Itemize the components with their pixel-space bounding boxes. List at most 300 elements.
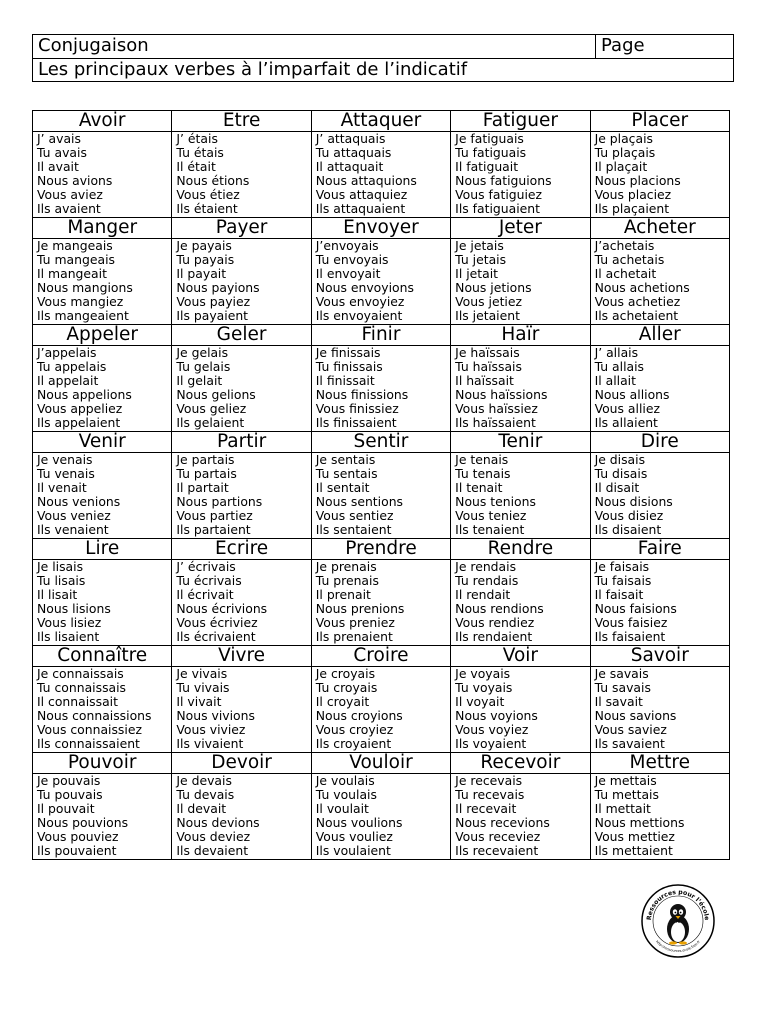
conjugated-form: Tu recevais (455, 787, 525, 803)
verb-infinitive: Haïr (501, 324, 540, 345)
verb-forms-cell (451, 560, 590, 646)
conjugated-form: Je mangeais (37, 238, 113, 253)
conjugated-form: Nous disions (594, 494, 673, 510)
verb-forms-cell (311, 239, 450, 325)
verb-header-cell (451, 753, 590, 774)
verb-header-cell (451, 111, 590, 132)
conjugated-form: Vous payiez (176, 294, 251, 310)
conjugated-form: Tu mettais (594, 787, 659, 803)
conjugated-form: Il disait (594, 480, 640, 496)
conjugated-form: Vous attaquiez (315, 187, 408, 203)
header-row-title (33, 35, 733, 58)
verb-header-cell (590, 432, 729, 453)
conjugation-list (451, 667, 589, 752)
verb-infinitive: Placer (631, 110, 689, 131)
verb-header-cell (33, 432, 172, 453)
conjugated-form: Nous croyions (315, 708, 403, 724)
conjugated-form: Ils croyaient (315, 736, 392, 752)
conjugated-form: Tu pouvais (37, 787, 103, 803)
conjugation-list (451, 774, 589, 859)
conjugated-form: Tu savais (594, 680, 651, 696)
conjugated-form: Vous connaissiez (37, 722, 142, 738)
conjugated-form: Tu achetais (594, 252, 665, 268)
verb-forms-row (33, 239, 730, 325)
conjugation-table (32, 110, 730, 860)
conjugated-form: Ils venaient (37, 522, 109, 538)
conjugated-form: Nous finissions (315, 387, 409, 403)
verb-infinitive: Avoir (78, 110, 126, 131)
verb-forms-cell (172, 132, 311, 218)
conjugated-form: Vous faisiez (594, 615, 668, 631)
conjugated-form: Il connaissait (37, 694, 118, 710)
conjugated-form: Tu venais (37, 466, 95, 482)
conjugated-form: Il mangeait (37, 266, 107, 282)
conjugated-form: Vous viviez (176, 722, 246, 738)
conjugated-form: Vous écriviez (176, 615, 258, 631)
conjugated-form: Nous voulions (315, 815, 403, 831)
conjugation-list (33, 132, 171, 217)
conjugated-form: Nous venions (37, 494, 121, 510)
conjugated-form: Nous mangions (37, 280, 133, 296)
conjugated-form: Je disais (594, 452, 646, 467)
verb-header-cell (590, 753, 729, 774)
conjugated-form: J’appelais (37, 345, 97, 360)
conjugated-form: Ils mangeaient (37, 308, 129, 324)
conjugated-form: Vous envoyiez (315, 294, 405, 310)
verb-forms-cell (311, 346, 450, 432)
verb-infinitive: Lire (85, 538, 120, 559)
conjugated-form: Nous placions (594, 173, 681, 189)
verb-forms-cell (311, 560, 450, 646)
conjugated-form: Ils jetaient (455, 308, 520, 324)
conjugation-list (591, 239, 729, 324)
conjugated-form: Vous veniez (37, 508, 111, 524)
verb-forms-cell (311, 132, 450, 218)
conjugated-form: Vous finissiez (315, 401, 399, 417)
verb-infinitive: Acheter (623, 217, 696, 238)
conjugated-form: Je recevais (455, 773, 523, 788)
conjugated-form: J’ écrivais (176, 559, 236, 574)
conjugated-form: Vous preniez (315, 615, 395, 631)
verb-infinitive: Finir (361, 324, 401, 345)
verb-forms-cell (590, 239, 729, 325)
conjugation-list (33, 560, 171, 645)
verb-forms-cell (590, 560, 729, 646)
verb-forms-cell (451, 132, 590, 218)
conjugated-form: Vous appeliez (37, 401, 123, 417)
conjugated-form: Nous voyions (455, 708, 538, 724)
verb-forms-cell (311, 667, 450, 753)
conjugated-form: Tu devais (176, 787, 235, 803)
conjugated-form: Ils haïssaient (455, 415, 536, 431)
verb-header-row (33, 539, 730, 560)
conjugated-form: Tu sentais (315, 466, 378, 482)
conjugated-form: Nous écrivions (176, 601, 268, 617)
conjugated-form: Il pouvait (37, 801, 95, 817)
verb-header-cell (172, 111, 311, 132)
verb-header-cell (590, 539, 729, 560)
conjugation-list (33, 346, 171, 431)
conjugated-form: Vous jetiez (455, 294, 523, 310)
conjugated-form: Ils gelaient (176, 415, 245, 431)
conjugated-form: Vous sentiez (315, 508, 394, 524)
verb-header-cell (33, 325, 172, 346)
conjugated-form: Il haïssait (455, 373, 514, 389)
conjugated-form: Vous haïssiez (455, 401, 538, 417)
verb-infinitive: Voir (502, 645, 539, 666)
conjugated-form: J’ attaquais (315, 131, 386, 146)
conjugation-list (33, 667, 171, 752)
conjugated-form: Je croyais (315, 666, 376, 681)
conjugated-form: Nous pouvions (37, 815, 129, 831)
verb-forms-cell (33, 667, 172, 753)
conjugated-form: Tu payais (176, 252, 235, 268)
verb-infinitive: Vivre (218, 645, 266, 666)
conjugated-form: Je payais (176, 238, 232, 253)
conjugated-form: Nous étions (176, 173, 250, 189)
conjugated-form: Tu attaquais (315, 145, 392, 161)
conjugated-form: Ils rendaient (455, 629, 533, 645)
verb-forms-row (33, 667, 730, 753)
verb-header-cell (311, 539, 450, 560)
conjugated-form: Il devait (176, 801, 227, 817)
conjugated-form: Ils allaient (594, 415, 658, 431)
verb-infinitive: Prendre (345, 538, 417, 559)
verb-infinitive: Connaître (57, 645, 148, 666)
conjugated-form: Ils disaient (594, 522, 662, 538)
verb-header-cell (311, 646, 450, 667)
verb-forms-cell (590, 132, 729, 218)
verb-forms-row (33, 346, 730, 432)
conjugated-form: Vous rendiez (455, 615, 535, 631)
conjugated-form: Ils plaçaient (594, 201, 670, 217)
verb-header-cell (590, 325, 729, 346)
verb-infinitive: Geler (216, 324, 267, 345)
conjugated-form: Tu haïssais (455, 359, 522, 375)
conjugated-form: Ils envoyaient (315, 308, 403, 324)
conjugated-form: Nous devions (176, 815, 260, 831)
conjugated-form: Je partais (176, 452, 235, 467)
conjugated-form: Tu disais (594, 466, 648, 482)
conjugated-form: Nous faisions (594, 601, 677, 617)
conjugated-form: Nous recevions (455, 815, 550, 831)
conjugated-form: Il achetait (594, 266, 657, 282)
conjugated-form: Il venait (37, 480, 87, 496)
conjugation-list (172, 667, 310, 752)
logo-initials: FB (675, 920, 681, 924)
conjugated-form: Vous fatiguiez (455, 187, 543, 203)
verb-infinitive: Payer (215, 217, 268, 238)
conjugated-form: Vous saviez (594, 722, 667, 738)
verb-header-cell (451, 218, 590, 239)
conjugated-form: Ils partaient (176, 522, 251, 538)
conjugated-form: Nous jetions (455, 280, 532, 296)
verb-header-cell (33, 646, 172, 667)
conjugated-form: Il mettait (594, 801, 651, 817)
conjugated-form: Ils savaient (594, 736, 665, 752)
conjugated-form: Il voulait (315, 801, 369, 817)
conjugated-form: Nous mettions (594, 815, 685, 831)
verb-forms-row (33, 453, 730, 539)
verb-forms-cell (590, 453, 729, 539)
conjugated-form: Nous envoyions (315, 280, 414, 296)
conjugated-form: Vous geliez (176, 401, 247, 417)
verb-infinitive: Etre (222, 110, 261, 131)
conjugated-form: Tu voyais (455, 680, 513, 696)
verb-forms-cell (172, 346, 311, 432)
ressources-ecole-logo (640, 883, 716, 959)
conjugated-form: Il payait (176, 266, 227, 282)
conjugation-list (591, 346, 729, 431)
verb-header-cell (172, 218, 311, 239)
conjugation-list (451, 239, 589, 324)
conjugated-form: Je gelais (176, 345, 229, 360)
conjugation-list (312, 560, 450, 645)
conjugated-form: Vous mangiez (37, 294, 124, 310)
verb-header-cell (33, 218, 172, 239)
conjugated-form: Il recevait (455, 801, 517, 817)
conjugated-form: Il savait (594, 694, 643, 710)
conjugated-form: Je tenais (455, 452, 509, 467)
conjugation-list (172, 346, 310, 431)
conjugated-form: Je voyais (455, 666, 511, 681)
conjugated-form: Vous placiez (594, 187, 672, 203)
conjugated-form: Tu tenais (455, 466, 511, 482)
verb-infinitive: Devoir (211, 752, 272, 773)
verb-header-row (33, 432, 730, 453)
verb-infinitive: Attaquer (340, 110, 422, 131)
conjugated-form: Vous deviez (176, 829, 251, 845)
verb-infinitive: Venir (78, 431, 126, 452)
verb-header-cell (33, 539, 172, 560)
conjugated-form: J’achetais (594, 238, 655, 253)
conjugated-form: Tu allais (594, 359, 645, 375)
logo-url-text: http://ressources.ecole.free.fr (655, 939, 701, 954)
conjugation-list (33, 774, 171, 859)
conjugated-form: Tu voulais (315, 787, 377, 803)
conjugated-form: Je mettais (594, 773, 657, 788)
conjugated-form: Ils voyaient (455, 736, 527, 752)
verb-forms-cell (451, 667, 590, 753)
conjugated-form: Tu rendais (455, 573, 519, 589)
conjugated-form: Ils devaient (176, 843, 249, 859)
conjugated-form: Nous connaissions (37, 708, 152, 724)
conjugated-form: Nous attaquions (315, 173, 417, 189)
page-label: Page (601, 35, 645, 56)
verb-header-cell (451, 325, 590, 346)
conjugated-form: Tu étais (176, 145, 224, 161)
conjugated-form: J’envoyais (315, 238, 379, 253)
conjugation-list (591, 132, 729, 217)
verb-forms-cell (33, 239, 172, 325)
conjugated-form: Je faisais (594, 559, 650, 574)
conjugated-form: Tu vivais (176, 680, 230, 696)
verb-header-cell (311, 218, 450, 239)
conjugated-form: Je fatiguais (455, 131, 524, 146)
conjugated-form: Tu avais (37, 145, 87, 161)
header-box (32, 34, 734, 82)
conjugated-form: Nous vivions (176, 708, 255, 724)
conjugated-form: Ils sentaient (315, 522, 392, 538)
conjugated-form: Nous avions (37, 173, 113, 189)
conjugation-list (312, 453, 450, 538)
verb-infinitive: Savoir (630, 645, 689, 666)
verb-header-cell (590, 646, 729, 667)
verb-header-cell (172, 539, 311, 560)
verb-header-cell (311, 325, 450, 346)
verb-header-row (33, 325, 730, 346)
conjugated-form: Tu fatiguais (455, 145, 527, 161)
conjugated-form: Nous appelions (37, 387, 132, 403)
verb-forms-cell (33, 774, 172, 860)
conjugation-list (312, 132, 450, 217)
conjugated-form: Vous étiez (176, 187, 240, 203)
verb-infinitive: Tenir (498, 431, 543, 452)
verb-infinitive: Manger (67, 217, 138, 238)
verb-header-cell (172, 646, 311, 667)
verb-infinitive: Partir (216, 431, 267, 452)
conjugated-form: Vous vouliez (315, 829, 393, 845)
verb-infinitive: Faire (637, 538, 682, 559)
verb-forms-cell (33, 346, 172, 432)
penguin-icon (667, 904, 689, 945)
conjugated-form: Ils lisaient (37, 629, 100, 645)
conjugated-form: Il envoyait (315, 266, 381, 282)
conjugation-list (451, 453, 589, 538)
verb-header-cell (451, 432, 590, 453)
verb-header-cell (311, 753, 450, 774)
conjugated-form: Je jetais (455, 238, 504, 253)
verb-infinitive: Dire (640, 431, 679, 452)
conjugated-form: Il allait (594, 373, 636, 389)
verb-header-cell (172, 325, 311, 346)
conjugated-form: Vous alliez (594, 401, 660, 417)
conjugation-list (33, 239, 171, 324)
header-row-subtitle (33, 58, 733, 81)
verb-forms-cell (451, 453, 590, 539)
document-subtitle: Les principaux verbes à l’imparfait de l’indicatif (38, 59, 468, 80)
verb-forms-row (33, 560, 730, 646)
verb-infinitive: Pouvoir (67, 752, 137, 773)
conjugated-form: Ils étaient (176, 201, 238, 217)
verb-forms-cell (172, 667, 311, 753)
conjugated-form: Ils vivaient (176, 736, 244, 752)
conjugated-form: Tu écrivais (176, 573, 242, 589)
verb-header-cell (311, 432, 450, 453)
conjugated-form: Nous achetions (594, 280, 690, 296)
conjugated-form: Nous payions (176, 280, 260, 296)
verb-infinitive: Mettre (629, 752, 690, 773)
conjugated-form: J’ étais (176, 131, 218, 146)
conjugated-form: Ils avaient (37, 201, 101, 217)
conjugated-form: Je lisais (37, 559, 84, 574)
verb-forms-cell (33, 453, 172, 539)
conjugated-form: Il jetait (455, 266, 499, 282)
conjugated-form: Ils payaient (176, 308, 249, 324)
conjugated-form: Il rendait (455, 587, 511, 603)
conjugated-form: Tu partais (176, 466, 237, 482)
conjugated-form: Je venais (37, 452, 93, 467)
verb-infinitive: Envoyer (343, 217, 419, 238)
conjugated-form: Ils achetaient (594, 308, 679, 324)
conjugated-form: Je sentais (315, 452, 376, 467)
verb-forms-cell (172, 453, 311, 539)
conjugated-form: Ils appelaient (37, 415, 121, 431)
verb-header-row (33, 646, 730, 667)
conjugated-form: Il avait (37, 159, 79, 175)
conjugated-form: Tu envoyais (315, 252, 389, 268)
conjugated-form: Tu plaçais (594, 145, 656, 161)
conjugation-list (172, 774, 310, 859)
conjugated-form: Il écrivait (176, 587, 234, 603)
conjugated-form: Ils recevaient (455, 843, 539, 859)
conjugated-form: Il gelait (176, 373, 223, 389)
conjugation-list (172, 239, 310, 324)
conjugated-form: Ils mettaient (594, 843, 673, 859)
verb-forms-cell (172, 560, 311, 646)
verb-forms-cell (590, 346, 729, 432)
conjugation-list (591, 774, 729, 859)
conjugated-form: Il lisait (37, 587, 78, 603)
verb-forms-cell (311, 453, 450, 539)
verb-forms-cell (451, 239, 590, 325)
verb-forms-cell (311, 774, 450, 860)
conjugated-form: Je rendais (455, 559, 517, 574)
conjugated-form: Tu connaissais (37, 680, 127, 696)
conjugated-form: Je voulais (315, 773, 375, 788)
conjugated-form: Vous aviez (37, 187, 103, 203)
verb-forms-row (33, 132, 730, 218)
conjugated-form: J’ avais (37, 131, 81, 146)
conjugated-form: Je vivais (176, 666, 228, 681)
conjugated-form: Il partait (176, 480, 229, 496)
verb-infinitive: Vouloir (349, 752, 413, 773)
verb-forms-cell (33, 560, 172, 646)
conjugated-form: Il attaquait (315, 159, 384, 175)
verb-forms-cell (172, 239, 311, 325)
conjugated-form: Il croyait (315, 694, 370, 710)
conjugated-form: J’ allais (594, 345, 639, 360)
conjugated-form: Tu lisais (37, 573, 86, 589)
conjugated-form: Ils prenaient (315, 629, 393, 645)
conjugation-list (451, 560, 589, 645)
verb-header-cell (33, 111, 172, 132)
conjugated-form: Nous rendions (455, 601, 544, 617)
verb-infinitive: Croire (353, 645, 409, 666)
conjugated-form: Vous croyiez (315, 722, 394, 738)
conjugated-form: Nous tenions (455, 494, 536, 510)
conjugated-form: Tu jetais (455, 252, 507, 268)
conjugated-form: Vous voyiez (455, 722, 529, 738)
conjugated-form: Nous haïssions (455, 387, 548, 403)
conjugated-form: Nous savions (594, 708, 677, 724)
conjugated-form: Je devais (176, 773, 232, 788)
verb-infinitive: Sentir (353, 431, 409, 452)
conjugated-form: Vous receviez (455, 829, 541, 845)
verb-infinitive: Jeter (498, 217, 542, 238)
conjugated-form: Tu gelais (176, 359, 231, 375)
conjugation-list (312, 346, 450, 431)
conjugation-list (172, 132, 310, 217)
conjugated-form: Nous lisions (37, 601, 111, 617)
verb-infinitive: Ecrire (214, 538, 269, 559)
conjugated-form: Tu croyais (315, 680, 378, 696)
conjugated-form: Ils finissaient (315, 415, 397, 431)
conjugated-form: Tu faisais (594, 573, 652, 589)
conjugation-list (312, 774, 450, 859)
conjugated-form: Vous achetiez (594, 294, 681, 310)
conjugated-form: Vous teniez (455, 508, 527, 524)
